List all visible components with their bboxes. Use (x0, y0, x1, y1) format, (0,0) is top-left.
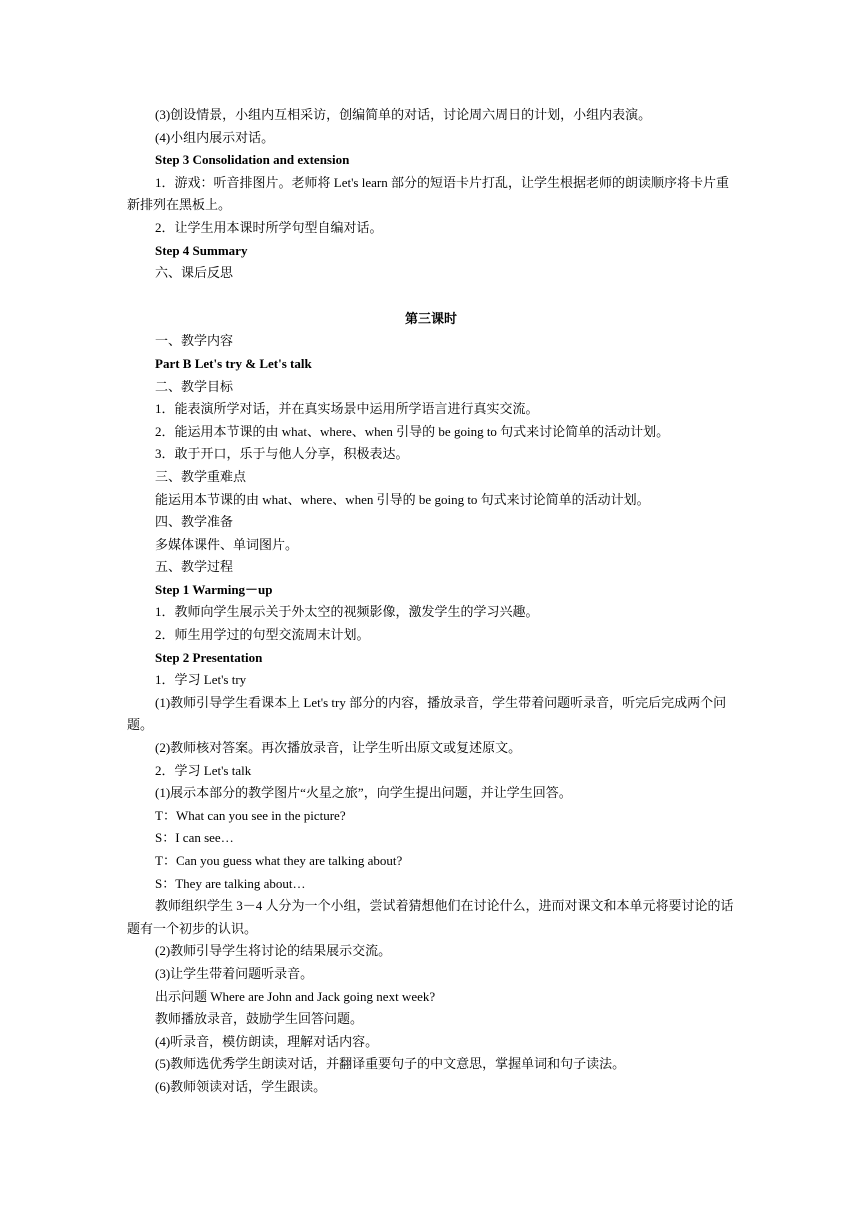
paragraph-line: (1)教师引导学生看课本上 Let's try 部分的内容，播放录音，学生带着问题听录音，听完后完成两个问题。 (127, 694, 727, 733)
blank-line (127, 285, 735, 308)
step-heading: Step 3 Consolidation and extension (155, 152, 350, 168)
paragraph-line: T：Can you guess what they are talking about? (155, 853, 403, 868)
paragraph-line: (3)让学生带着问题听录音。 (155, 965, 314, 981)
paragraph-line: (4)听录音，模仿朗读，理解对话内容。 (155, 1033, 379, 1049)
paragraph-line: 2．让学生用本课时所学句型自编对话。 (155, 219, 383, 235)
document-page (127, 104, 735, 1099)
paragraph-line: 1．游戏：听音排图片。老师将 Let's learn 部分的短语卡片打乱，让学生根据老师的朗读顺序将卡片重新排列在黑板上。 (127, 174, 729, 213)
paragraph-line: 教师组织学生 3－4 人分为一个小组，尝试着猜想他们在讨论什么，进而对课文和本单元将要讨论的话题有一个初步的认识。 (127, 898, 734, 936)
paragraph-line: (4)小组内展示对话。 (155, 129, 275, 145)
paragraph-line: 三、教学重难点 (155, 468, 247, 484)
paragraph-line: 能运用本节课的由 what、where、when 引导的 be going to 句式来讨论简单的活动计划。 (155, 491, 650, 507)
paragraph-line: 1．能表演所学对话，并在真实场景中运用所学语言进行真实交流。 (155, 401, 539, 417)
paragraph-line: 2．学习 Let's talk (155, 762, 252, 778)
paragraph-line: 四、教学准备 (155, 514, 234, 530)
paragraph-line: 2．师生用学过的句型交流周末计划。 (155, 627, 370, 643)
paragraph-line: (3)创设情景，小组内互相采访，创编简单的对话，讨论周六周日的计划，小组内表演。 (155, 107, 652, 122)
step-heading: Step 2 Presentation (155, 649, 263, 665)
paragraph-line: (6)教师领读对话，学生跟读。 (155, 1078, 327, 1094)
paragraph-line: 1．学习 Let's try (155, 672, 247, 688)
paragraph-line: 六、课后反思 (155, 265, 234, 281)
paragraph-line: (2)教师引导学生将讨论的结果展示交流。 (155, 943, 392, 959)
section-heading: 第三课时 (404, 310, 457, 326)
paragraph-line: S：They are talking about… (155, 875, 306, 891)
step-heading: Part B Let's try & Let's talk (155, 355, 312, 371)
paragraph-line: 2．能运用本节课的由 what、where、when 引导的 be going to 句式来讨论简单的活动计划。 (155, 423, 670, 439)
paragraph-line: (1)展示本部分的教学图片“火星之旅”，向学生提出问题，并让学生回答。 (155, 785, 572, 801)
paragraph-line: 1．教师向学生展示关于外太空的视频影像，激发学生的学习兴趣。 (155, 604, 539, 620)
paragraph-line: 多媒体课件、单词图片。 (155, 536, 299, 552)
step-heading: Step 1 Warming－up (155, 581, 273, 597)
paragraph-line: 教师播放录音，鼓励学生回答问题。 (155, 1011, 364, 1027)
paragraph-line: S：I can see… (155, 830, 234, 846)
paragraph-line: (2)教师核对答案。再次播放录音，让学生听出原文或复述原文。 (155, 740, 522, 756)
paragraph-line: 二、教学目标 (155, 378, 234, 394)
step-heading: Step 4 Summary (155, 242, 248, 258)
paragraph-line: 五、教学过程 (155, 559, 234, 575)
paragraph-line: 出示问题 Where are John and Jack going next week? (155, 988, 436, 1004)
paragraph-line: 3．敢于开口，乐于与他人分享，积极表达。 (155, 446, 409, 462)
paragraph-line: (5)教师选优秀学生朗读对话，并翻译重要句子的中文意思，掌握单词和句子读法。 (155, 1056, 626, 1072)
paragraph-line: 一、教学内容 (155, 333, 234, 349)
paragraph-line: T：What can you see in the picture? (155, 807, 346, 823)
